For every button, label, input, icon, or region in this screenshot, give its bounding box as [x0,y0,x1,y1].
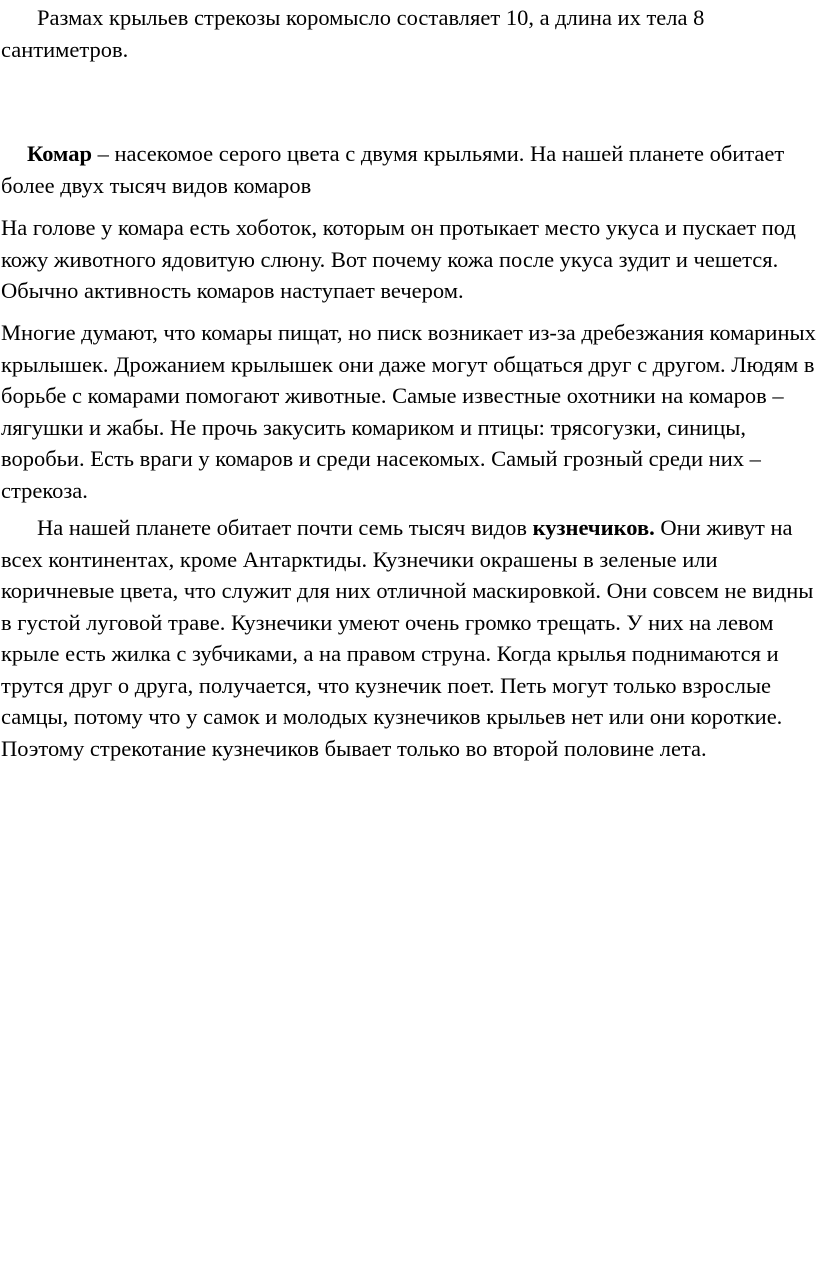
mosquito-term: Комар [27,141,92,166]
mosquito-sound-paragraph: Многие думают, что комары пищат, но писк возникает из-за дребезжания комариных крылышек. Дрожанием крылышек они даже могут общаться друг с другом. Людям в борьбе с комарами помогают животные. Самые известные охотники на комаров – лягушки и жабы. Не прочь закусить комариком и птицы: трясогузки, синицы, воробьи. Есть враги у комаров и среди насекомых. Самый грозный среди них – стрекоза. [1,320,816,503]
dragonfly-paragraph-block [1,2,816,65]
mosquito-sound-block [1,317,816,506]
grasshopper-block [1,512,816,764]
grasshopper-term: кузнечиков. [532,515,655,540]
mosquito-proboscis-paragraph: На голове у комара есть хоботок, которым он протыкает место укуса и пускает под кожу животного ядовитую слюну. Вот почему кожа после укуса зудит и чешется. Обычно активность комаров наступает вечером. [1,215,796,303]
grasshopper-text-post: Они живут на всех континентах, кроме Антарктиды. Кузнечики окрашены в зеленые или коричневые цвета, что служит для них отличной маскировкой. Они совсем не видны в густой луговой траве. Кузнечики умеют очень громко трещать. У них на левом крыле есть жилка с зубчиками, а на правом струна. Когда крылья поднимаются и трутся друг о друга, получается, что кузнечик поет. Петь могут только взрослые самцы, потому что у самок и молодых кузнечиков крыльев нет или они короткие. Поэтому стрекотание кузнечиков бывает только во второй половине лета. [1,515,814,761]
dragonfly-paragraph: Размах крыльев стрекозы коромысло составляет 10, а длина их тела 8 сантиметров. [1,5,705,62]
mosquito-proboscis-block [1,212,816,307]
grasshopper-paragraph [1,512,816,764]
grasshopper-text-pre: На нашей планете обитает почти семь тысяч видов [37,515,533,540]
mosquito-intro-paragraph [1,138,816,201]
mosquito-intro-text: – насекомое серого цвета с двумя крыльями. На нашей планете обитает более двух тысяч видов комаров [1,141,785,198]
mosquito-intro-block [1,138,816,201]
